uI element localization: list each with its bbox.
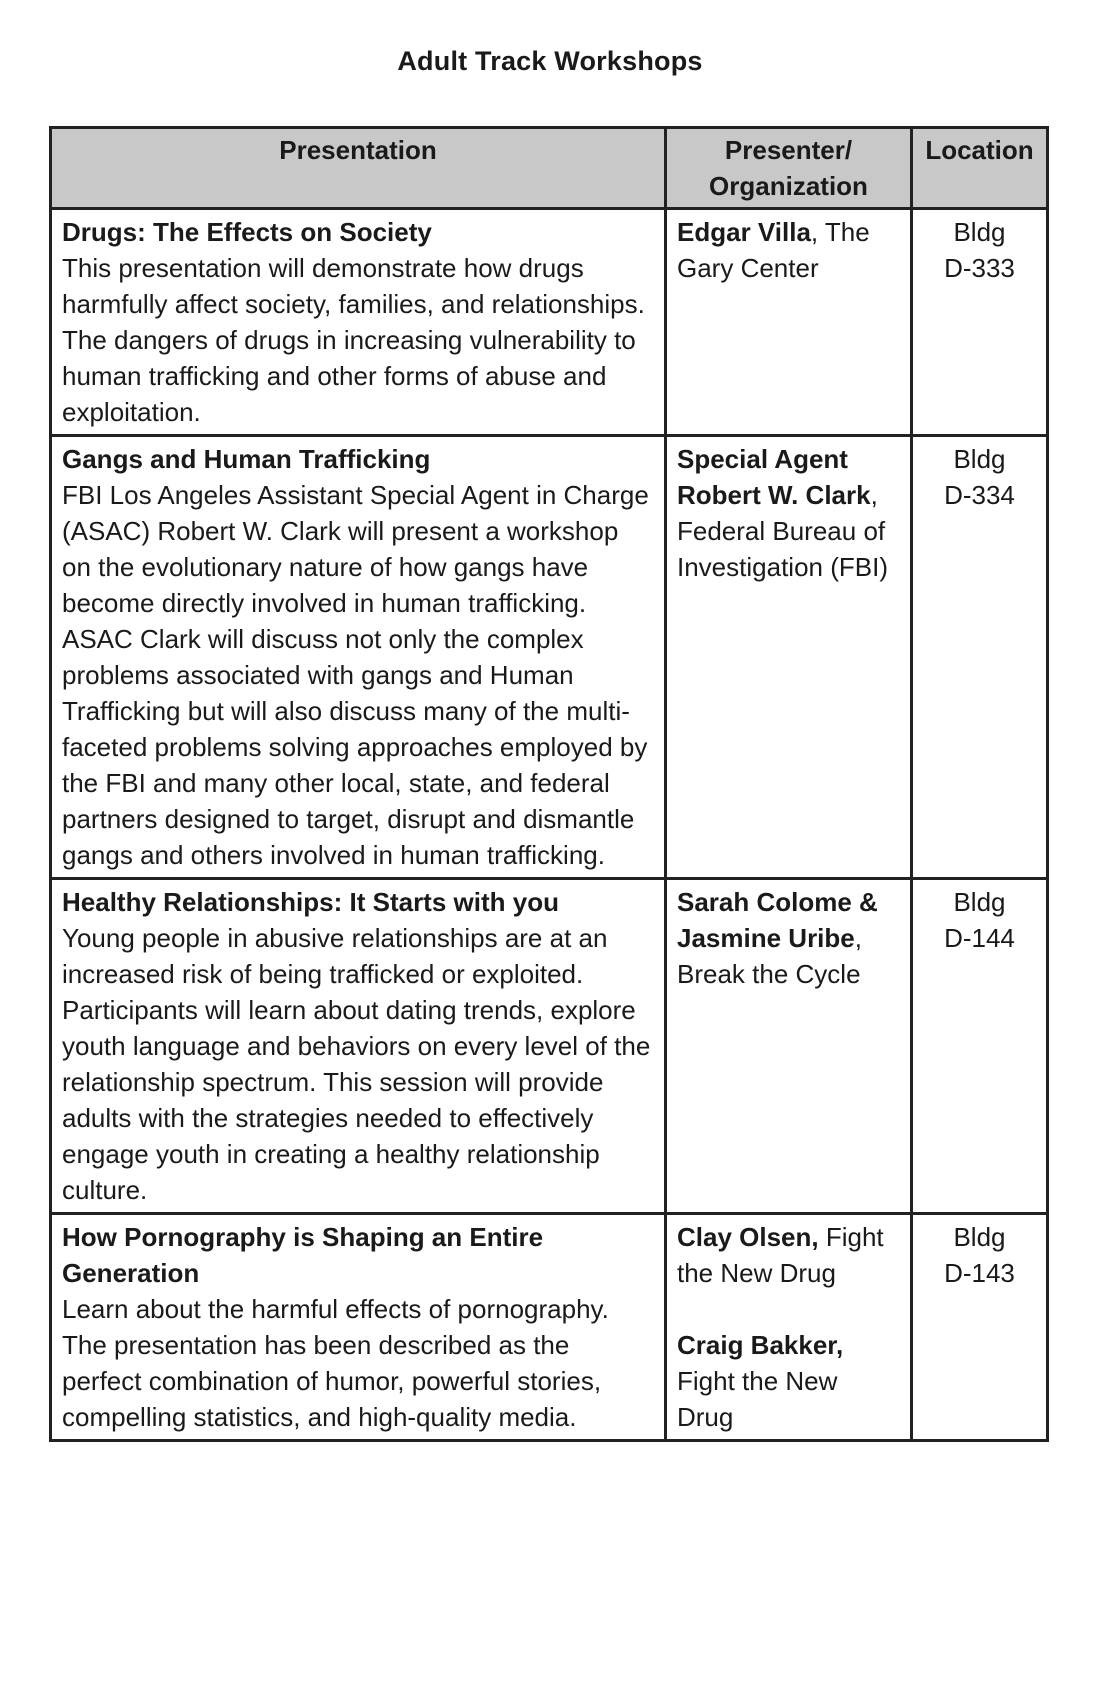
presenter-group <box>677 1219 900 1291</box>
table-row <box>51 879 1048 1214</box>
presenter-organization: Fight the New Drug <box>677 1222 884 1288</box>
header-presenter-line1: Presenter/ <box>724 135 853 165</box>
presenter-name: Clay Olsen, <box>677 1222 819 1252</box>
presenter-group <box>677 441 900 585</box>
presentation-title: Gangs and Human Trafficking <box>62 444 431 474</box>
presenter-organization: , The Gary Center <box>677 217 870 283</box>
location-building: Bldg <box>953 444 1006 474</box>
presenter-cell <box>666 209 912 436</box>
table-row <box>51 209 1048 436</box>
presentation-cell <box>51 879 666 1214</box>
location-cell <box>912 1214 1048 1441</box>
location-room: D-143 <box>944 1258 1015 1288</box>
presentation-title: Drugs: The Effects on Society <box>62 217 432 247</box>
header-location: Location <box>912 128 1048 209</box>
presentation-description: Learn about the harmful effects of pornography. The presentation has been described as the perfect combination of humor, powerful stories, compelling statistics, and high-quality media. <box>62 1294 609 1432</box>
presenter-cell <box>666 879 912 1214</box>
location-building: Bldg <box>953 1222 1006 1252</box>
presenter-group <box>677 214 900 286</box>
presenter-cell <box>666 1214 912 1441</box>
location-cell <box>912 436 1048 879</box>
presenter-group <box>677 884 900 992</box>
table-header-row <box>51 128 1048 209</box>
presenter-name: Edgar Villa <box>677 217 811 247</box>
location-cell <box>912 879 1048 1214</box>
presenter-organization: , Break the Cycle <box>677 923 862 989</box>
presenter-name: Sarah Colome & Jasmine Uribe <box>677 887 878 953</box>
presentation-description: FBI Los Angeles Assistant Special Agent in Charge (ASAC) Robert W. Clark will present a workshop on the evolutionary nature of how gangs have become directly involved in human trafficking. ASAC Clark will discuss not only the complex problems associated with gangs and Human Trafficking but will also discuss many of the multi-faceted problems solving approaches employed by the FBI and many other local, state, and federal partners designed to target, disrupt and dismantle gangs and others involved in human trafficking. <box>62 480 649 870</box>
presentation-title: Healthy Relationships: It Starts with you <box>62 887 559 917</box>
presentation-description: This presentation will demonstrate how drugs harmfully affect society, families, and relationships. The dangers of drugs in increasing vulnerability to human trafficking and other forms of abuse and exploitation. <box>62 253 645 427</box>
header-presenter-line2: Organization <box>709 171 868 201</box>
location-room: D-333 <box>944 253 1015 283</box>
presentation-title: How Pornography is Shaping an Entire Generation <box>62 1222 544 1288</box>
presenter-name: Craig Bakker, <box>677 1330 844 1360</box>
presentation-cell <box>51 1214 666 1441</box>
presentation-cell <box>51 436 666 879</box>
location-cell <box>912 209 1048 436</box>
presenter-name: Special Agent Robert W. Clark <box>677 444 871 510</box>
page-title: Adult Track Workshops <box>397 46 703 76</box>
presenter-cell <box>666 436 912 879</box>
table-row <box>51 1214 1048 1441</box>
presenter-group <box>677 1327 900 1435</box>
location-building: Bldg <box>953 217 1006 247</box>
location-room: D-144 <box>944 923 1015 953</box>
header-presenter <box>666 128 912 209</box>
location-room: D-334 <box>944 480 1015 510</box>
header-presentation: Presentation <box>51 128 666 209</box>
presentation-description: Young people in abusive relationships are at an increased risk of being trafficked or exploited. Participants will learn about dating trends, explore youth language and behaviors on every level of the relationship spectrum. This session will provide adults with the strategies needed to effectively engage youth in creating a healthy relationship culture. <box>62 923 651 1205</box>
presenter-organization: , Federal Bureau of Investigation (FBI) <box>677 480 888 582</box>
presenter-organization: Fight the New Drug <box>677 1366 838 1432</box>
table-row <box>51 436 1048 879</box>
presentation-cell <box>51 209 666 436</box>
workshops-table <box>49 126 1049 1442</box>
location-building: Bldg <box>953 887 1006 917</box>
